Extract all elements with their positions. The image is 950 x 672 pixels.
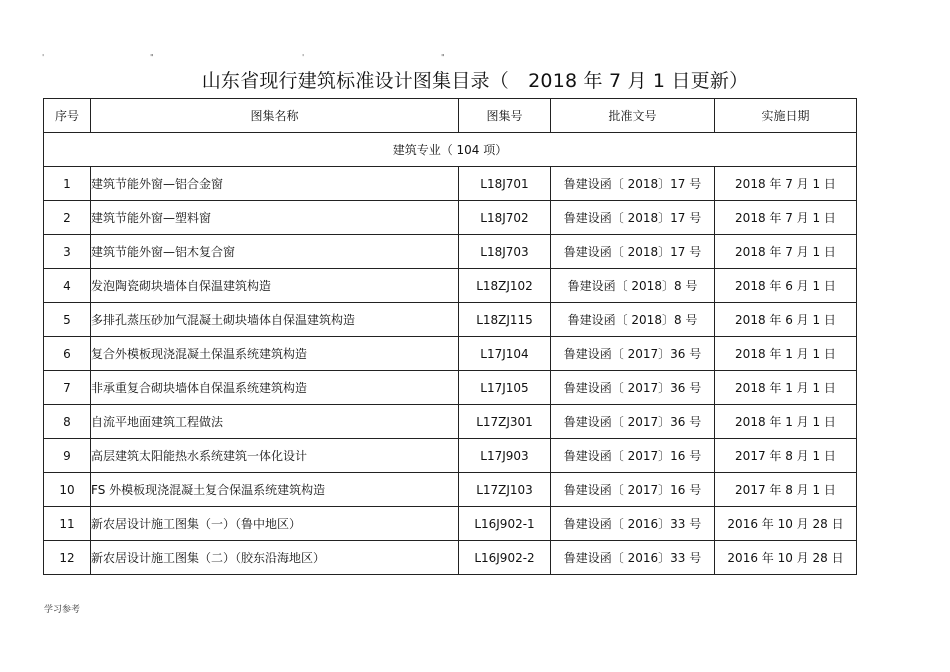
cell-name: FS 外模板现浇混凝土复合保温系统建筑构造	[91, 473, 459, 507]
cell-code: L17J903	[459, 439, 551, 473]
cell-date: 2018 年 1 月 1 日	[715, 405, 857, 439]
cell-approval-doc: 鲁建设函〔 2016〕33 号	[551, 507, 715, 541]
mark: '	[42, 53, 45, 62]
cell-approval-doc: 鲁建设函〔 2018〕17 号	[551, 235, 715, 269]
cell-approval-doc: 鲁建设函〔 2018〕8 号	[551, 269, 715, 303]
cell-approval-doc: 鲁建设函〔 2017〕36 号	[551, 337, 715, 371]
table-row	[44, 439, 857, 473]
cell-name: 自流平地面建筑工程做法	[91, 405, 459, 439]
cell-approval-doc: 鲁建设函〔 2016〕33 号	[551, 541, 715, 575]
header-code: 图集号	[459, 99, 551, 133]
table-row	[44, 201, 857, 235]
cell-code: L17ZJ301	[459, 405, 551, 439]
cell-no: 8	[44, 405, 91, 439]
cell-no: 12	[44, 541, 91, 575]
catalog-table	[43, 98, 857, 575]
cell-approval-doc: 鲁建设函〔 2018〕17 号	[551, 201, 715, 235]
cell-no: 4	[44, 269, 91, 303]
cell-no: 5	[44, 303, 91, 337]
cell-code: L18ZJ115	[459, 303, 551, 337]
table-row	[44, 507, 857, 541]
cell-date: 2018 年 1 月 1 日	[715, 371, 857, 405]
cell-approval-doc: 鲁建设函〔 2017〕16 号	[551, 473, 715, 507]
cell-date: 2018 年 7 月 1 日	[715, 167, 857, 201]
cell-approval-doc: 鲁建设函〔 2017〕36 号	[551, 405, 715, 439]
cell-date: 2018 年 7 月 1 日	[715, 201, 857, 235]
cell-name: 建筑节能外窗—塑料窗	[91, 201, 459, 235]
cell-code: L17J105	[459, 371, 551, 405]
mark: "	[441, 53, 445, 62]
cell-no: 11	[44, 507, 91, 541]
cell-name: 多排孔蒸压砂加气混凝土砌块墙体自保温建筑构造	[91, 303, 459, 337]
cell-date: 2017 年 8 月 1 日	[715, 439, 857, 473]
cell-approval-doc: 鲁建设函〔 2017〕16 号	[551, 439, 715, 473]
cell-approval-doc: 鲁建设函〔 2018〕17 号	[551, 167, 715, 201]
cell-code: L18J703	[459, 235, 551, 269]
header-date: 实施日期	[715, 99, 857, 133]
cell-approval-doc: 鲁建设函〔 2018〕8 号	[551, 303, 715, 337]
cell-code: L16J902-1	[459, 507, 551, 541]
cell-no: 10	[44, 473, 91, 507]
cell-code: L18J701	[459, 167, 551, 201]
cell-date: 2018 年 1 月 1 日	[715, 337, 857, 371]
cell-date: 2018 年 7 月 1 日	[715, 235, 857, 269]
section-label: 建筑专业（ 104 项）	[44, 133, 857, 167]
footer-note: 学习参考	[44, 605, 81, 615]
cell-date: 2016 年 10 月 28 日	[715, 541, 857, 575]
cell-name: 新农居设计施工图集（一）（鲁中地区）	[91, 507, 459, 541]
cell-no: 6	[44, 337, 91, 371]
cell-no: 9	[44, 439, 91, 473]
cell-code: L16J902-2	[459, 541, 551, 575]
header-no: 序号	[44, 99, 91, 133]
cell-code: L18J702	[459, 201, 551, 235]
cell-no: 7	[44, 371, 91, 405]
table-row	[44, 337, 857, 371]
cell-code: L17J104	[459, 337, 551, 371]
cell-name: 建筑节能外窗—铝合金窗	[91, 167, 459, 201]
cell-date: 2016 年 10 月 28 日	[715, 507, 857, 541]
cell-name: 高层建筑太阳能热水系统建筑一体化设计	[91, 439, 459, 473]
mark: "	[150, 53, 154, 62]
table-row	[44, 473, 857, 507]
header-name: 图集名称	[91, 99, 459, 133]
table-row	[44, 235, 857, 269]
cell-name: 新农居设计施工图集（二）（胶东沿海地区）	[91, 541, 459, 575]
cell-approval-doc: 鲁建设函〔 2017〕36 号	[551, 371, 715, 405]
cell-name: 建筑节能外窗—铝木复合窗	[91, 235, 459, 269]
table-row	[44, 269, 857, 303]
page-title: 山东省现行建筑标准设计图集目录（ 2018 年 7 月 1 日更新）	[201, 70, 749, 92]
cell-name: 非承重复合砌块墙体自保温系统建筑构造	[91, 371, 459, 405]
header-approval-doc: 批准文号	[551, 99, 715, 133]
table-row	[44, 167, 857, 201]
table-header-row	[44, 99, 857, 133]
cell-no: 2	[44, 201, 91, 235]
table-row	[44, 371, 857, 405]
table-row	[44, 405, 857, 439]
cell-date: 2017 年 8 月 1 日	[715, 473, 857, 507]
cell-name: 发泡陶瓷砌块墙体自保温建筑构造	[91, 269, 459, 303]
section-row	[44, 133, 857, 167]
cell-name: 复合外模板现浇混凝土保温系统建筑构造	[91, 337, 459, 371]
table-row	[44, 541, 857, 575]
cell-code: L18ZJ102	[459, 269, 551, 303]
cell-no: 1	[44, 167, 91, 201]
decorative-marks	[0, 54, 950, 62]
cell-date: 2018 年 6 月 1 日	[715, 303, 857, 337]
cell-date: 2018 年 6 月 1 日	[715, 269, 857, 303]
cell-no: 3	[44, 235, 91, 269]
mark: '	[302, 53, 305, 62]
table-row	[44, 303, 857, 337]
cell-code: L17ZJ103	[459, 473, 551, 507]
